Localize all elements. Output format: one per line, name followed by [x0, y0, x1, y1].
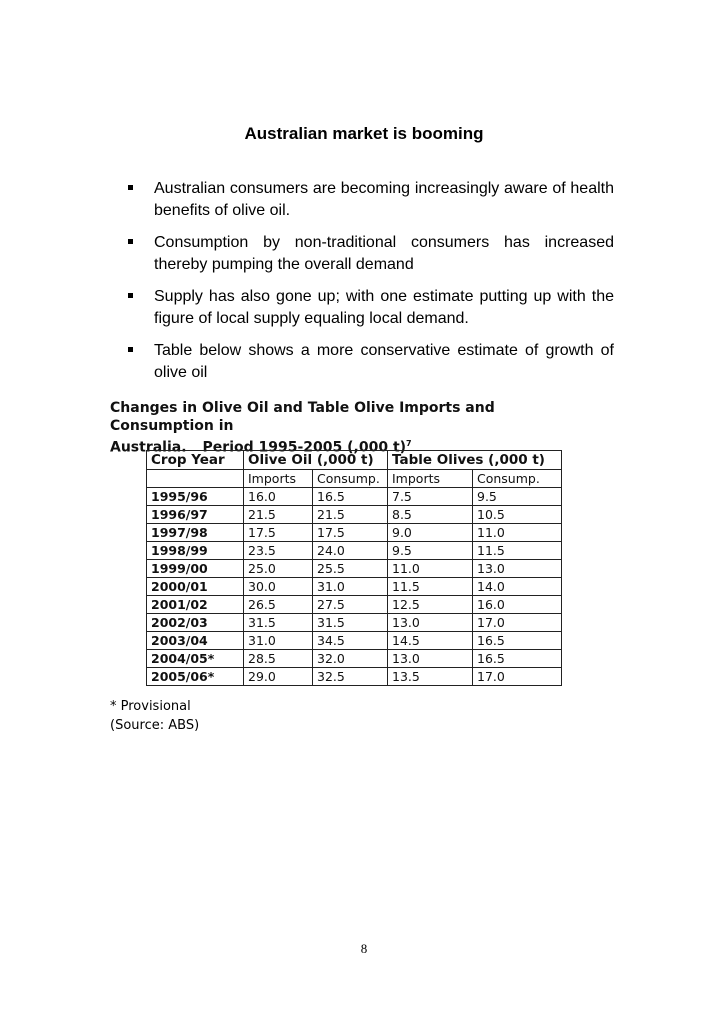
square-bullet-icon: [128, 239, 133, 244]
table-cell: 31.5: [313, 614, 388, 632]
bullet-text: Consumption by non-traditional consumers has increased thereby pumping the overall demand: [154, 234, 614, 273]
table-cell: 25.5: [313, 560, 388, 578]
caption-line-1: Changes in Olive Oil and Table Olive Imports and Consumption in: [110, 400, 495, 434]
table-cell: 12.5: [388, 596, 473, 614]
table-cell: 9.5: [388, 542, 473, 560]
table-row: [147, 524, 562, 542]
olive-data-table: [146, 450, 562, 686]
table-cell: 34.5: [313, 632, 388, 650]
table-cell: 32.5: [313, 668, 388, 686]
table-cell: 31.0: [313, 578, 388, 596]
square-bullet-icon: [128, 347, 133, 352]
table-cell: 23.5: [244, 542, 313, 560]
cell-crop-year: 1995/96: [147, 488, 244, 506]
bullet-item: [122, 232, 614, 276]
table-cell: 11.5: [473, 542, 562, 560]
table-cell: 21.5: [313, 506, 388, 524]
cell-crop-year: 1996/97: [147, 506, 244, 524]
table-row: [147, 632, 562, 650]
subheader-oil-consumption: Consump.: [313, 470, 388, 488]
table-row: [147, 578, 562, 596]
table-row: [147, 542, 562, 560]
table-cell: 26.5: [244, 596, 313, 614]
source-note: (Source: ABS): [110, 718, 200, 733]
table-row: [147, 488, 562, 506]
table-cell: 31.0: [244, 632, 313, 650]
table-cell: 11.0: [388, 560, 473, 578]
cell-crop-year: 1998/99: [147, 542, 244, 560]
table-cell: 13.0: [473, 560, 562, 578]
table-cell: 17.5: [313, 524, 388, 542]
table-row: [147, 650, 562, 668]
table-cell: 10.5: [473, 506, 562, 524]
table-cell: 24.0: [313, 542, 388, 560]
caption-period: Period 1995-2005 (,000 t): [202, 439, 407, 456]
header-table-olives: Table Olives (,000 t): [388, 451, 562, 470]
table-row: [147, 506, 562, 524]
table-cell: 11.0: [473, 524, 562, 542]
table-cell: 21.5: [244, 506, 313, 524]
cell-crop-year: 1997/98: [147, 524, 244, 542]
table-cell: 14.5: [388, 632, 473, 650]
provisional-note: * Provisional: [110, 699, 191, 714]
table-row: [147, 668, 562, 686]
subheader-olive-consumption: Consump.: [473, 470, 562, 488]
table-body: [147, 488, 562, 686]
table-notes: [110, 697, 199, 735]
table-subheader-row: [147, 470, 562, 488]
cell-crop-year: 2000/01: [147, 578, 244, 596]
cell-crop-year: 2002/03: [147, 614, 244, 632]
table-caption: [110, 399, 590, 457]
table-cell: 29.0: [244, 668, 313, 686]
bullet-item: [122, 178, 614, 222]
table-cell: 27.5: [313, 596, 388, 614]
header-crop-year: Crop Year: [147, 451, 244, 470]
cell-crop-year: 2005/06*: [147, 668, 244, 686]
table-cell: 30.0: [244, 578, 313, 596]
cell-crop-year: 1999/00: [147, 560, 244, 578]
bullet-item: [122, 340, 614, 384]
bullet-text: Table below shows a more conservative estimate of growth of olive oil: [154, 342, 614, 381]
subheader-oil-imports: Imports: [244, 470, 313, 488]
table-cell: 14.0: [473, 578, 562, 596]
subheader-empty: [147, 470, 244, 488]
bullet-list: [122, 178, 614, 394]
table-cell: 8.5: [388, 506, 473, 524]
cell-crop-year: 2003/04: [147, 632, 244, 650]
square-bullet-icon: [128, 185, 133, 190]
table-cell: 16.5: [313, 488, 388, 506]
table-cell: 13.0: [388, 614, 473, 632]
cell-crop-year: 2001/02: [147, 596, 244, 614]
table-cell: 32.0: [313, 650, 388, 668]
footnote-reference: 7: [406, 439, 412, 448]
square-bullet-icon: [128, 293, 133, 298]
bullet-text: Supply has also gone up; with one estimate putting up with the figure of local supply equaling local demand.: [154, 288, 614, 327]
table-cell: 9.5: [473, 488, 562, 506]
table-row: [147, 596, 562, 614]
section-heading: Australian market is booming: [244, 124, 484, 143]
table-cell: 7.5: [388, 488, 473, 506]
header-olive-oil: Olive Oil (,000 t): [244, 451, 388, 470]
table-row: [147, 560, 562, 578]
table-cell: 28.5: [244, 650, 313, 668]
table-cell: 31.5: [244, 614, 313, 632]
table-cell: 13.5: [388, 668, 473, 686]
cell-crop-year: 2004/05*: [147, 650, 244, 668]
table-cell: 13.0: [388, 650, 473, 668]
table-cell: 11.5: [388, 578, 473, 596]
table-cell: 17.0: [473, 614, 562, 632]
table-cell: 16.5: [473, 650, 562, 668]
table-cell: 25.0: [244, 560, 313, 578]
bullet-item: [122, 286, 614, 330]
table-cell: 17.5: [244, 524, 313, 542]
bullet-text: Australian consumers are becoming increasingly aware of health benefits of olive oil.: [154, 180, 614, 219]
table-cell: 16.0: [473, 596, 562, 614]
table-cell: 16.0: [244, 488, 313, 506]
table-cell: 16.5: [473, 632, 562, 650]
caption-location: Australia.: [110, 439, 187, 456]
table-header-row: [147, 451, 562, 470]
subheader-olive-imports: Imports: [388, 470, 473, 488]
table-row: [147, 614, 562, 632]
table-cell: 9.0: [388, 524, 473, 542]
page-number: 8: [360, 941, 368, 956]
table-cell: 17.0: [473, 668, 562, 686]
